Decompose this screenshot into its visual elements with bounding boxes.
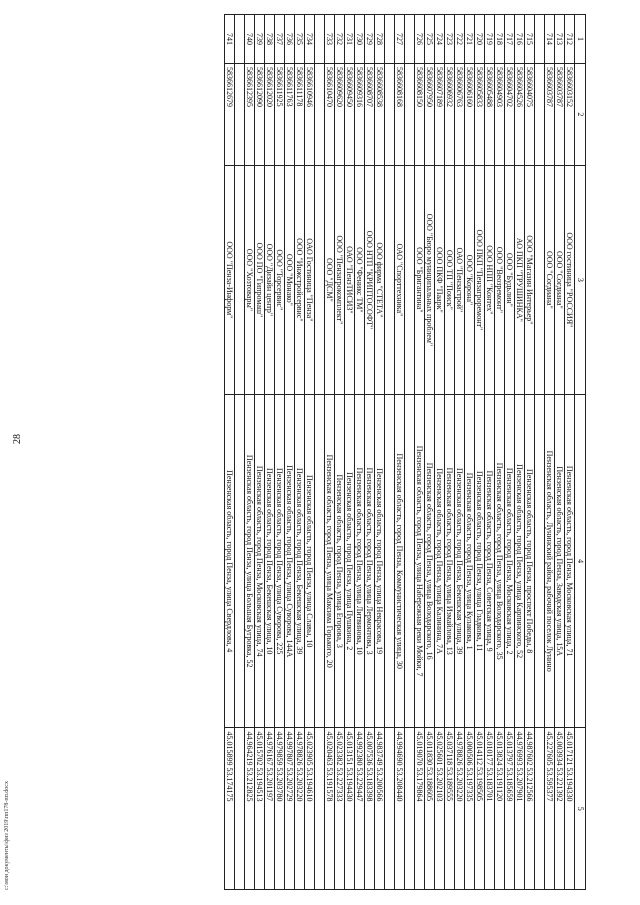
coordinates-cell: 45.013151 53.194430 xyxy=(345,728,355,890)
row-number: 725 xyxy=(425,15,435,64)
row-number: 736 xyxy=(285,15,295,64)
coordinates-cell: 45.023382 53.227333 xyxy=(335,728,345,890)
inn-cell: 5836604702 xyxy=(505,63,515,165)
organization-cell: ООО "Согдиана" xyxy=(545,165,555,394)
table-row xyxy=(445,15,455,890)
address-cell: Пензенская область, город Пенза, улица Лермонтова, 3 xyxy=(365,394,375,728)
address-cell: Пензенская область, город Пенза, проспект Победы, 8 xyxy=(525,394,535,728)
table-row xyxy=(435,15,445,890)
organization-cell: ООО "Веозремонт" xyxy=(495,165,505,394)
table-row xyxy=(275,15,285,890)
inn-cell: 5836612090 xyxy=(255,63,265,165)
row-number: 730 xyxy=(355,15,365,64)
table-row xyxy=(545,15,555,890)
table-row xyxy=(505,15,515,890)
spacer-cell xyxy=(385,394,395,728)
coordinates-cell: 44.987602 53.212566 xyxy=(525,728,535,890)
spacer-cell xyxy=(315,728,325,890)
organization-cell: ООО "Будьлин" xyxy=(505,165,515,394)
table-row xyxy=(565,15,575,890)
table-row xyxy=(425,15,435,890)
organization-cell: ООО "Бюро муниципальных проблем" xyxy=(425,165,435,394)
spacer-cell xyxy=(535,165,545,394)
coordinates-cell: 45.007536 53.183398 xyxy=(365,728,375,890)
inn-cell: 5836606160 xyxy=(465,63,475,165)
inn-cell: 5836604075 xyxy=(525,63,535,165)
spacer-row xyxy=(235,15,245,890)
header-col-2: 2 xyxy=(575,63,586,165)
organization-cell: ООО ПКФ "Паарк" xyxy=(435,165,445,394)
address-cell: Пензенская область, город Пенза, улица Гладкова, 11 xyxy=(475,394,485,728)
organization-cell: ООО "Магазин Интерьер" xyxy=(525,165,535,394)
spacer-cell xyxy=(405,165,415,394)
row-number: 721 xyxy=(465,15,475,64)
organization-cell: ООО "Инжстройсервис" xyxy=(295,165,305,394)
table-row xyxy=(485,15,495,890)
organization-cell: ОАО "ПензТИСИЗ" xyxy=(345,165,355,394)
coordinates-cell: 45.013824 53.191120 xyxy=(495,728,505,890)
spacer-cell xyxy=(535,15,545,64)
row-number: 735 xyxy=(295,15,305,64)
address-cell: Пензенская область, город Пенза, улица Измайлова, 13 xyxy=(445,394,455,728)
spacer-cell xyxy=(385,15,395,64)
organization-cell: ООО "Дизайн центр" xyxy=(265,165,275,394)
inn-cell: 5836607950 xyxy=(425,63,435,165)
organization-cell: ООО "Бригантина" xyxy=(415,165,425,394)
organization-cell: ООО "Корона" xyxy=(465,165,475,394)
organization-cell: ООО НПП "Контех" xyxy=(485,165,495,394)
spacer-row xyxy=(535,15,545,890)
coordinates-cell: 44.978826 53.203220 xyxy=(455,728,465,890)
table-row xyxy=(225,15,235,890)
inn-cell: 5836607189 xyxy=(435,63,445,165)
inn-cell: 5836609450 xyxy=(345,63,355,165)
organization-cell: ООО фирма "СТЕТА" xyxy=(375,165,385,394)
coordinates-cell: 44.994690 53.208440 xyxy=(395,728,405,890)
footer-path: c:\мои документы\физ 2019\пп178-пп.docx xyxy=(4,781,10,890)
spacer-cell xyxy=(235,165,245,394)
coordinates-cell: 45.015899 53.174175 xyxy=(225,728,235,890)
coordinates-cell: 45.227605 53.595377 xyxy=(545,728,555,890)
spacer-cell xyxy=(405,728,415,890)
coordinates-cell: 44.979859 53.203780 xyxy=(275,728,285,890)
inn-cell: 5836608707 xyxy=(365,63,375,165)
row-number: 718 xyxy=(495,15,505,64)
row-number: 715 xyxy=(525,15,535,64)
row-number: 739 xyxy=(255,15,265,64)
table-row xyxy=(475,15,485,890)
table-row xyxy=(335,15,345,890)
inn-cell: 5836610470 xyxy=(325,63,335,165)
table-row xyxy=(245,15,255,890)
row-number: 714 xyxy=(545,15,555,64)
address-cell: Пензенская область, Лунинский район, рабочий поселок Лунино xyxy=(545,394,555,728)
organization-cell: ООО "Хозтовары" xyxy=(245,165,255,394)
table-row xyxy=(265,15,275,890)
inn-cell: 5836612679 xyxy=(225,63,235,165)
organization-cell: ООО ПО "Гипромаш" xyxy=(255,165,265,394)
table-row xyxy=(415,15,425,890)
coordinates-cell: 45.000506 53.197335 xyxy=(465,728,475,890)
inn-cell: 5836603152 xyxy=(565,63,575,165)
organization-cell: ООО гостиница "РОССИЯ" xyxy=(565,165,575,394)
inn-cell: 5836604903 xyxy=(495,63,505,165)
coordinates-cell: 45.020463 53.191578 xyxy=(325,728,335,890)
spacer-row xyxy=(405,15,415,890)
spacer-cell xyxy=(235,728,245,890)
inn-cell: 5836605488 xyxy=(485,63,495,165)
inn-cell: 5836609316 xyxy=(355,63,365,165)
spacer-cell xyxy=(315,63,325,165)
coordinates-cell: 45.015702 53.194513 xyxy=(255,728,265,890)
inn-cell: 5836609620 xyxy=(335,63,345,165)
organization-cell: ООО "Торсервис" xyxy=(275,165,285,394)
header-row xyxy=(575,15,586,890)
address-cell: Пензенская область, город Пенза, Московская улица, 2 xyxy=(505,394,515,728)
inn-cell: 5836603787 xyxy=(545,63,555,165)
address-cell: Пензенская область, город Пенза, улица Пушкина, 2 xyxy=(345,394,355,728)
row-number: 740 xyxy=(245,15,255,64)
coordinates-cell: 44.976993 53.207901 xyxy=(515,728,525,890)
row-number: 727 xyxy=(395,15,405,64)
table-row xyxy=(555,15,565,890)
row-number: 737 xyxy=(275,15,285,64)
inn-cell: 5836611925 xyxy=(275,63,285,165)
spacer-cell xyxy=(235,63,245,165)
coordinates-cell: 45.013797 53.185659 xyxy=(505,728,515,890)
inn-cell: 5836608150 xyxy=(415,63,425,165)
address-cell: Пензенская область, город Пенза, улица Володарского, 16 xyxy=(425,394,435,728)
address-cell: Пензенская область, город Пенза, Заводская улица, 15А xyxy=(555,394,565,728)
coordinates-cell: 45.037118 53.189555 xyxy=(445,728,455,890)
coordinates-cell: 44.978826 53.203220 xyxy=(295,728,305,890)
organization-cell: ОАО "Спорттехника" xyxy=(395,165,405,394)
spacer-cell xyxy=(315,394,325,728)
inn-cell: 5836610946 xyxy=(305,63,315,165)
spacer-cell xyxy=(385,728,395,890)
address-cell: Пензенская область, город Пенза, улица Максима Горького, 20 xyxy=(325,394,335,728)
table-row xyxy=(495,15,505,890)
spacer-cell xyxy=(385,63,395,165)
inn-cell: 5836606932 xyxy=(445,63,455,165)
inn-cell: 5836611178 xyxy=(295,63,305,165)
inn-cell: 5836612395 xyxy=(245,63,255,165)
address-cell: Пензенская область, город Пенза, Бекешская улица, 39 xyxy=(295,394,305,728)
table-row xyxy=(525,15,535,890)
spacer-cell xyxy=(405,63,415,165)
spacer-cell xyxy=(405,15,415,64)
organization-cell: ООО "ДСМ" xyxy=(325,165,335,394)
address-cell: Пензенская область, город Пенза, улица Суворова, 225 xyxy=(275,394,285,728)
spacer-row xyxy=(385,15,395,890)
row-number: 728 xyxy=(375,15,385,64)
address-cell: Пензенская область, город Пенза, Московская улица, 74 xyxy=(255,394,265,728)
organization-cell: ООО "Пензагрокомплект" xyxy=(335,165,345,394)
organization-cell: ОАО Гостиница "Пенза" xyxy=(305,165,315,394)
coordinates-cell: 45.011830 53.188605 xyxy=(425,728,435,890)
row-number: 731 xyxy=(345,15,355,64)
header-col-5: 5 xyxy=(575,728,586,890)
inn-cell: 5836611763 xyxy=(285,63,295,165)
row-number: 741 xyxy=(225,15,235,64)
inn-cell: 5836612020 xyxy=(265,63,275,165)
row-number: 729 xyxy=(365,15,375,64)
table-row xyxy=(285,15,295,890)
organization-cell: ООО "Пенза-Информ" xyxy=(225,165,235,394)
address-cell: Пензенская область, город Пенза, Бекешская улица, 10 xyxy=(265,394,275,728)
header-col-4: 4 xyxy=(575,394,586,728)
address-cell: Пензенская область, город Пенза, улица Литвинова, 10 xyxy=(355,394,365,728)
table-row xyxy=(465,15,475,890)
spacer-cell xyxy=(535,63,545,165)
spacer-cell xyxy=(315,165,325,394)
row-number: 726 xyxy=(415,15,425,64)
address-cell: Пензенская область, город Пенза, улица Некрасова, 19 xyxy=(375,394,385,728)
coordinates-cell: 44.976167 53.201197 xyxy=(265,728,275,890)
table-row xyxy=(355,15,365,890)
inn-cell: 5836608538 xyxy=(375,63,385,165)
address-cell: Пензенская область, город Пенза, улица Большая Бугровка, 52 xyxy=(245,394,255,728)
address-cell: Пензенская область, город Пенза, улица Набережная реки Мойки, 7 xyxy=(415,394,425,728)
table-row xyxy=(395,15,405,890)
table-row xyxy=(255,15,265,890)
row-number: 733 xyxy=(325,15,335,64)
table-row xyxy=(455,15,465,890)
spacer-cell xyxy=(535,728,545,890)
address-cell: Пензенская область, город Пенза, Бекешская улица, 39 xyxy=(455,394,465,728)
data-table xyxy=(224,14,586,890)
coordinates-cell: 45.010177 53.183701 xyxy=(485,728,495,890)
organization-cell: ОАО "Пензастрой" xyxy=(455,165,465,394)
row-number: 713 xyxy=(555,15,565,64)
row-number: 724 xyxy=(435,15,445,64)
address-cell: Пензенская область, город Пенза, Советская улица, 9 xyxy=(485,394,495,728)
organization-cell: ООО ПКП "Пензагроремонт" xyxy=(475,165,485,394)
coordinates-cell: 45.025601 53.202103 xyxy=(435,728,445,890)
address-cell: Пензенская область, город Пенза, улица Калинина, 7А xyxy=(435,394,445,728)
coordinates-cell: 44.983749 53.200566 xyxy=(375,728,385,890)
table-row xyxy=(295,15,305,890)
spacer-row xyxy=(315,15,325,890)
coordinates-cell: 45.003934 53.221392 xyxy=(555,728,565,890)
row-number: 712 xyxy=(565,15,575,64)
row-number: 722 xyxy=(455,15,465,64)
spacer-cell xyxy=(315,15,325,64)
spacer-cell xyxy=(385,165,395,394)
organization-cell: ООО ТП "Поиск" xyxy=(445,165,455,394)
coordinates-cell: 45.014112 53.198505 xyxy=(475,728,485,890)
coordinates-cell: 45.019070 53.179864 xyxy=(415,728,425,890)
row-number: 716 xyxy=(515,15,525,64)
spacer-cell xyxy=(535,394,545,728)
inn-cell: 5836604526 xyxy=(515,63,525,165)
address-cell: Пензенская область, город Пенза, улица Володарского, 35 xyxy=(495,394,505,728)
row-number: 720 xyxy=(475,15,485,64)
address-cell: Пензенская область, город Пенза, улица Кулакова, 1 xyxy=(465,394,475,728)
address-cell: Пензенская область, город Пенза, Коммунистическая улица, 30 xyxy=(395,394,405,728)
page-number: 28 xyxy=(12,434,23,444)
coordinates-cell: 44.964219 53.212825 xyxy=(245,728,255,890)
coordinates-cell: 44.992380 53.229447 xyxy=(355,728,365,890)
organization-cell: ООО "Феникс ТМ" xyxy=(355,165,365,394)
row-number: 734 xyxy=(305,15,315,64)
address-cell: Пензенская область, город Пенза, улица Карпинского, 52 xyxy=(515,394,525,728)
address-cell: Пензенская область, город Пенза, улица Свердлова, 4 xyxy=(225,394,235,728)
coordinates-cell: 45.023905 53.194610 xyxy=(305,728,315,890)
table-body xyxy=(225,15,575,890)
organization-cell: АО ПКП "ТРУШИНКА" xyxy=(515,165,525,394)
address-cell: Пензенская область, город Пенза, улица Славы, 10 xyxy=(305,394,315,728)
table-row xyxy=(325,15,335,890)
spacer-cell xyxy=(235,394,245,728)
header-col-1: 1 xyxy=(575,15,586,64)
table-row xyxy=(365,15,375,890)
row-number: 717 xyxy=(505,15,515,64)
coordinates-cell: 45.017121 53.194330 xyxy=(565,728,575,890)
table-row xyxy=(305,15,315,890)
inn-cell: 5836606763 xyxy=(455,63,465,165)
header-col-3: 3 xyxy=(575,165,586,394)
rotated-table-area xyxy=(41,14,586,890)
row-number: 719 xyxy=(485,15,495,64)
organization-cell: ООО НТП "КРИПТОСОФТ" xyxy=(365,165,375,394)
table-row xyxy=(345,15,355,890)
table-row xyxy=(375,15,385,890)
row-number: 732 xyxy=(335,15,345,64)
address-cell: Пензенская область, город Пенза, Московская улица, 71 xyxy=(565,394,575,728)
inn-cell: 5836608168 xyxy=(395,63,405,165)
organization-cell: ООО "Согдиана" xyxy=(555,165,565,394)
address-cell: Пензенская область, город Пенза, улица Егорова, 3 xyxy=(335,394,345,728)
spacer-cell xyxy=(405,394,415,728)
table-row xyxy=(515,15,525,890)
address-cell: Пензенская область, город Пенза, улица Суворова, 144А xyxy=(285,394,295,728)
row-number: 723 xyxy=(445,15,455,64)
row-number: 738 xyxy=(265,15,275,64)
spacer-cell xyxy=(235,15,245,64)
inn-cell: 5836605833 xyxy=(475,63,485,165)
inn-cell: 5836603787 xyxy=(555,63,565,165)
organization-cell: ООО "Монако" xyxy=(285,165,295,394)
coordinates-cell: 44.997807 53.202729 xyxy=(285,728,295,890)
